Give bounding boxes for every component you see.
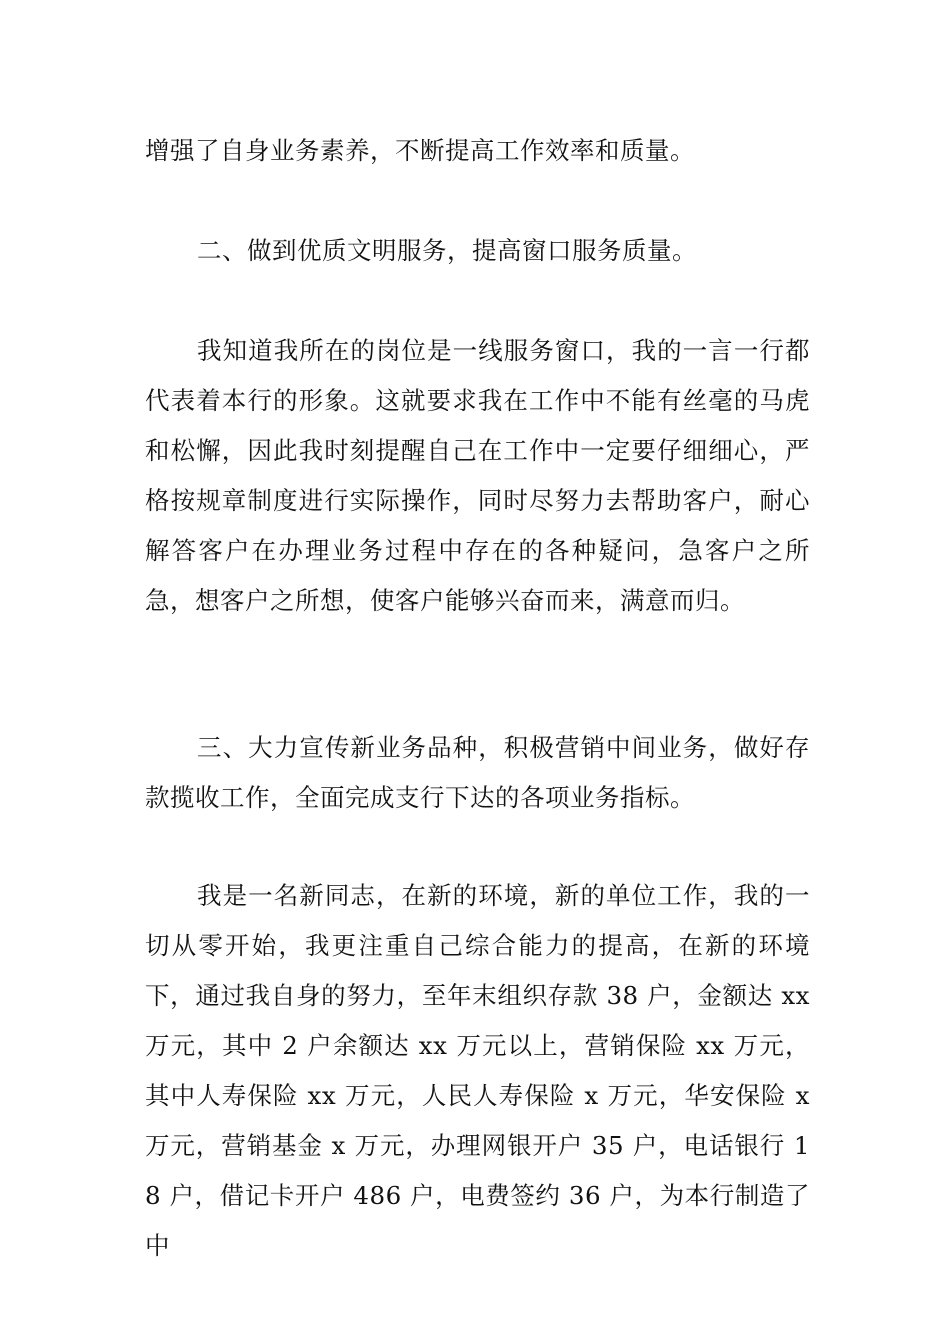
paragraph-continuation: 增强了自身业务素养，不断提高工作效率和质量。 [145,136,695,165]
section-heading-three: 三、大力宣传新业务品种，积极营销中间业务，做好存款揽收工作，全面完成支行下达的各项业务指标。 [145,733,810,812]
paragraph-service-window: 我知道我所在的岗位是一线服务窗口，我的一言一行都代表着本行的形象。这就要求我在工作中不能有丝毫的马虎和松懈，因此我时刻提醒自己在工作中一定要仔细细心，严格按规章制度进行实际操作，同时尽努力去帮助客户，耐心解答客户在办理业务过程中存在的各种疑问，急客户之所急，想客户之所想，使客户能够兴奋而来，满意而归。 [145,336,810,615]
section-heading-two: 二、做到优质文明服务，提高窗口服务质量。 [197,236,697,265]
paragraph-new-colleague: 我是一名新同志，在新的环境，新的单位工作，我的一切从零开始，我更注重自己综合能力的提高，在新的环境下，通过我自身的努力，至年末组织存款 38 户，金额达 xx 万元，其中 2 户余额达 xx 万元以上，营销保险 xx 万元，其中人寿保险 xx 万元，人民人寿保险 x 万元，华安保险 x 万元，营销基金 x 万元，办理网银开户 35 户，电话银行 18 户，借记卡开户 486 户，电费签约 36 户，为本行制造了中 [145,881,810,1260]
